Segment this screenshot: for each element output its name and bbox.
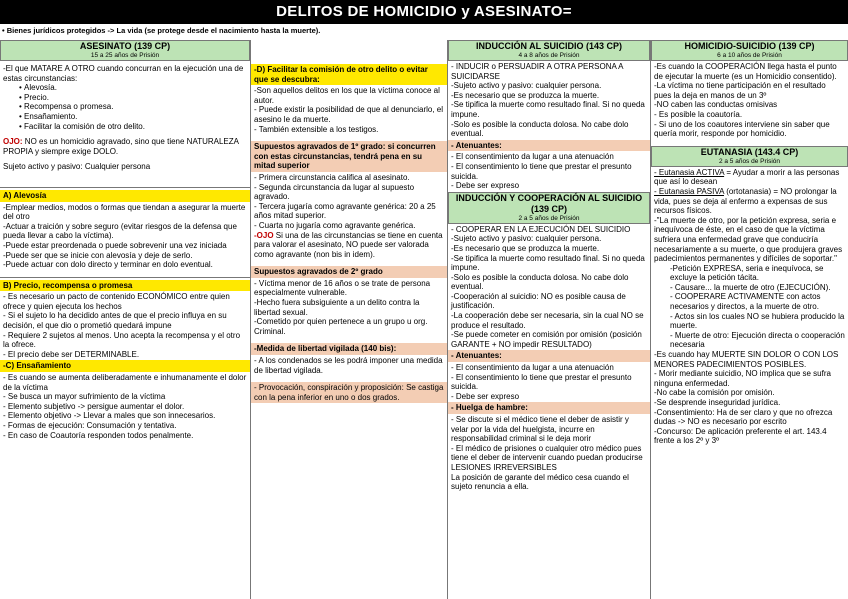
list-item: - Víctima menor de 16 años o se trate de persona especialmente vulnerable. [254, 278, 431, 298]
induccion-header [448, 40, 650, 61]
atenuantes-section [448, 151, 650, 191]
list-item: - Es cuando se aumenta deliberadamente e inhumanamente el dolor de la víctima [3, 373, 247, 392]
list-item: -Es cuando hay MUERTE SIN DOLOR O CON LOS MENORES PADECIMIENTOS POSIBLES. [654, 350, 839, 369]
list-item: - Elemento objetivo -> Llevar a males que son innecesarios. [3, 411, 216, 421]
list-item: -Es necesario que se produzca la muerte. [451, 90, 600, 100]
list-item: - El consentimiento da lugar a una atenuación [451, 152, 614, 162]
list-item: - Requiere 2 sujetos al menos. Uno acepta la recompensa y el otro la ofrece. [3, 330, 241, 350]
ojo-note [3, 137, 247, 156]
huelga-section [448, 414, 650, 493]
cooperacion-penalty: 2 a 5 años de Prisión [518, 214, 580, 222]
libertad-vigilada-section [251, 355, 447, 382]
list-item: -Hecho fuera subsiguiente a un delito contra la libertad sexual. [254, 298, 420, 317]
asesinato-detail-column [251, 64, 447, 599]
eutanasia-pasiva-text: (ortotanasia) = NO prolongar la vida, pues se deja al enfermo a expensas de sus recursos físicos. [654, 186, 837, 216]
page-subtitle: • Bienes jurídicos protegidos -> La vida (se protege desde el nacimiento hasta la muerte). [2, 26, 321, 35]
list-item: - El precio debe ser DETERMINABLE. [3, 349, 140, 359]
sujeto-text: Sujeto activo y pasivo: Cualquier persona [3, 162, 151, 172]
induccion-column [448, 40, 650, 599]
list-item-text: Alevosía. [24, 83, 57, 93]
list-item: La posición de garante del médico cesa cuando el sujeto renuncia a ella. [451, 472, 629, 492]
agravados-1-title: Supuestos agravados de 1º grado: si concurren con estas circunstancias, tendrá pena en su mitad superior [251, 141, 447, 172]
list-item: - Tercera jugaría como agravante genérica: 20 a 25 años mitad superior. [254, 201, 436, 221]
list-item: - Se discute si el médico tiene el deber de asistir y velar por la vida del huelgista, incurre en responsabilidad criminal si le deja morir [451, 415, 629, 444]
homicidio-suicidio-title: HOMICIDIO-SUICIDIO (139 CP) [684, 41, 815, 51]
list-item: - También extensible a los testigos. [254, 124, 379, 134]
asesinato-penalty: 15 a 25 años de Prisión [90, 52, 160, 59]
list-item: -Puede estar preordenada o puede sobrevenir una vez iniciada [3, 240, 227, 250]
ojo-text: NO es un homicidio agravado, sino que tiene NATURALEZA PROPIA y siempre exige DOLO. [3, 137, 239, 156]
eutanasia-activa-label: - Eutanasia ACTIVA [654, 167, 725, 177]
list-item: - Si uno de los coautores interviene sin saber que quería morir, responde por homicidio. [654, 119, 830, 139]
agravados-2-section [251, 278, 447, 344]
list-item: - Primera circunstancia califica al asesinato. [254, 172, 410, 182]
ensanamiento-section [0, 372, 250, 441]
page-title: DELITOS DE HOMICIDIO y ASESINATO= [0, 0, 848, 24]
list-item: -No cabe la comisión por omisión. [654, 388, 775, 398]
asesinato-intro: -El que MATARE A OTRO cuando concurran en la ejecución una de estas circunstancias: [3, 64, 244, 83]
list-item: - A los condenados se les podrá imponer una medida de libertad vigilada. [254, 356, 443, 375]
induccion-title: INDUCCIÓN AL SUICIDIO (143 CP) [475, 41, 623, 51]
alevosia-title: A) Alevosía [0, 190, 250, 202]
induccion-penalty: 4 a 8 años de Prisión [518, 52, 580, 59]
atenuantes-title: - Atenuantes: [448, 140, 650, 152]
list-item: -Petición EXPRESA, seria e inequívoca, se excluye la petición tácita. [670, 263, 824, 283]
list-item: - Es posible la coautoría. [654, 109, 743, 119]
eutanasia-penalty: 2 a 5 años de Prisión [718, 157, 781, 165]
list-item: -Se tipifica la muerte como resultado final. Si no queda impune. [451, 253, 645, 273]
atenuantes-title: - Atenuantes: [448, 350, 650, 362]
alevosia-section [0, 202, 250, 277]
eutanasia-title: EUTANASIA (143.4 CP) [700, 146, 799, 157]
list-item [654, 168, 845, 187]
list-item: - Segunda circunstancia da lugar al supuesto agravado. [254, 182, 415, 202]
list-item: • Recompensa o promesa. [19, 102, 114, 112]
list-item: - En caso de Coautoría responden todos penalmente. [3, 430, 194, 440]
ensanamiento-title: -C) Ensañamiento [0, 360, 250, 372]
list-item: - Se busca un mayor sufrimiento de la víctima [3, 392, 166, 402]
list-item: - El consentimiento lo tiene que prestar el presunto suicida. [451, 372, 632, 392]
list-item: • Alevosía. [19, 83, 57, 93]
eutanasia-section [651, 167, 848, 447]
list-item: - COOPERAR EN LA EJECUCIÓN DEL SUICIDIO [451, 224, 631, 234]
asesinato-title: ASESINATO (139 CP) [79, 41, 171, 51]
list-item: -Sujeto activo y pasivo: cualquier persona. [451, 81, 602, 91]
list-item: - Si el sujeto lo ha decidido antes de que el precio influya en su decisión, el que dio o prometió quedará impune [3, 311, 227, 331]
list-item: - Es necesario un pacto de contenido ECONÓMICO entre quien ofrece y quien ejecuta los hechos [3, 292, 230, 311]
list-item: -Consentimiento: Ha de ser claro y que no ofrezca dudas -> NO es necesario por escrito [654, 407, 833, 427]
list-item-text: Facilitar la comisión de otro delito. [24, 121, 145, 131]
list-item: -La víctima no tiene participación en el resultado pues la deja en manos de un 3º [654, 81, 826, 100]
list-item: - Muerte de otro: Ejecución directa o cooperación necesaria [670, 330, 845, 350]
list-item: -Se tipifica la muerte como resultado final. Si no queda impune. [451, 100, 645, 119]
cooperacion-title: INDUCCIÓN Y COOPERACIÓN AL SUICIDIO (139 CP) [455, 192, 643, 214]
list-item: -Solo es posible la conducta dolosa. No cabe dolo eventual. [451, 119, 629, 139]
list-item: -Es necesario que se produzca la muerte. [451, 243, 600, 253]
list-item-text: Ensañamiento. [24, 111, 78, 121]
list-item: -Cometido por quien pertenece a un grupo u org. Criminal. [254, 317, 428, 336]
cooperacion-section [448, 224, 650, 351]
asesinato-header [0, 40, 250, 61]
list-item: -La cooperación debe ser necesaria, sin la cual NO se produce el resultado. [451, 311, 644, 330]
list-item-text: Precio. [24, 92, 49, 102]
list-item: - Morir mediante suicidio, NO implica que se sufra ninguna enfermedad. [654, 369, 831, 388]
list-item: - El médico de prisiones o cualquier otro médico pues tiene el deber de intervenir cuando puedan producirse LESIONES IRREVERSIBLES [451, 443, 643, 472]
ojo-text: Si una de las circunstancias se tiene en cuenta para valorar el asesinato, NO puede ser valorada como agravante (non bis in idem). [254, 230, 443, 259]
list-item: • Facilitar la comisión de otro delito. [19, 121, 145, 131]
eutanasia-header [651, 146, 848, 167]
agravados-1-section [251, 172, 447, 266]
provocacion-note: - Provocación, conspiración y proposición: Se castiga con la pena inferior en uno o dos grados. [251, 382, 447, 403]
ojo-note [254, 231, 444, 260]
list-item: -Son aquellos delitos en los que la víctima conoce al autor. [254, 86, 440, 105]
induccion-section [448, 61, 650, 140]
huelga-title: - Huelga de hambre: [448, 402, 650, 414]
homicidio-suicidio-penalty: 6 a 10 años de Prisión [717, 52, 782, 59]
cooperacion-header [448, 192, 650, 224]
list-item: -Se desprende inseguridad jurídica. [654, 398, 781, 407]
list-item: - Cuarta no jugaría como agravante genérica. [254, 220, 416, 230]
list-item: -Actuar a traición y sobre seguro (evitar riesgos de la defensa que pueda llevar a cabo la víctima). [3, 221, 237, 241]
list-item-text: Recompensa o promesa. [24, 102, 114, 112]
asesinato-intro-section [0, 61, 250, 187]
precio-title: B) Precio, recompensa o promesa [0, 280, 250, 292]
list-item: -Cooperación al suicidio: NO es posible causa de justificación. [451, 291, 626, 311]
list-item: - Causare... la muerte de otro (EJECUCIÓN). [670, 282, 831, 292]
eutanasia-pasiva-label: - Eutanasia PASIVA [654, 186, 724, 196]
list-item: - El consentimiento da lugar a una atenuación [451, 363, 614, 373]
list-item: • Ensañamiento. [19, 111, 78, 121]
asesinato-column [0, 40, 250, 599]
eutanasia-activa-text: = Ayudar a morir a las personas que así lo desean [654, 167, 840, 187]
list-item: -Puede actuar con dolo directo y terminar en dolo eventual. [3, 260, 213, 270]
agravados-2-title: Supuestos agravados de 2º grado [251, 266, 447, 278]
list-item: -Emplear medios, modos o formas que tiendan a asegurar la muerte del otro [3, 202, 246, 222]
precio-section [0, 291, 250, 360]
list-item: -Puede ser que se inicie con alevosía y deje de serlo. [3, 250, 193, 260]
ojo-label: -OJO [254, 230, 274, 240]
atenuantes-section [448, 362, 650, 402]
facilitar-title: -D) Facilitar la comisión de otro delito o evitar que se descubra: [251, 64, 447, 85]
list-item: - Debe ser expreso [451, 391, 520, 401]
list-item: • Precio. [19, 92, 49, 102]
list-item: -Se puede cometer en comisión por omisión (posición GARANTE + NO impedir RESULTADO) [451, 330, 642, 349]
list-item: - El consentimiento lo tiene que prestar el presunto suicida. [451, 161, 632, 181]
eutanasia-quote: -"La muerte de otro, por la petición expresa, seria e inequívoca de éste, en el caso de que la víctima sufriera una enfermedad grave que conduciría necesariamente a su muerte, o que produjera graves padecimientos permanentes y difíciles de soportar." [654, 215, 843, 264]
list-item: - Debe ser expreso [451, 181, 520, 191]
list-item: - INDUCIR o PERSUADIR A OTRA PERSONA A SUICIDARSE [451, 62, 624, 81]
list-item: - Puede existir la posibilidad de que al denunciarlo, el asesino le da muerte. [254, 105, 444, 124]
list-item: - COOPERARE ACTIVAMENTE con actos necesarios y directos, a la muerte de otro. [670, 292, 821, 312]
list-item: -Solo es posible la conducta dolosa. No cabe dolo eventual. [451, 272, 629, 292]
list-item: -Concurso: De aplicación preferente el art. 143.4 frente a los 2º y 3º [654, 426, 827, 446]
list-item: - Formas de ejecución: Consumación y tentativa. [3, 421, 177, 430]
ojo-label: OJO: [3, 137, 23, 147]
list-item: -Es cuando la COOPERACIÓN llega hasta el punto de ejecutar la muerte (es un Homicidio consentido). [654, 62, 837, 81]
homicidio-suicidio-header [651, 40, 848, 61]
list-item: - Actos sin los cuales NO se hubiera producido la muerte. [670, 311, 845, 331]
list-item [654, 187, 845, 216]
list-item: -NO caben las conductas omisivas [654, 100, 778, 110]
libertad-vigilada-title: -Medida de libertad vigilada (140 bis): [251, 343, 447, 355]
homicidio-suicidio-section [651, 61, 848, 146]
facilitar-section [251, 85, 447, 141]
list-item: - Elemento subjetivo -> persigue aumentar el dolor. [3, 401, 185, 411]
list-item: -Sujeto activo y pasivo: cualquier persona. [451, 234, 602, 244]
homicidio-suicidio-column [651, 40, 848, 599]
